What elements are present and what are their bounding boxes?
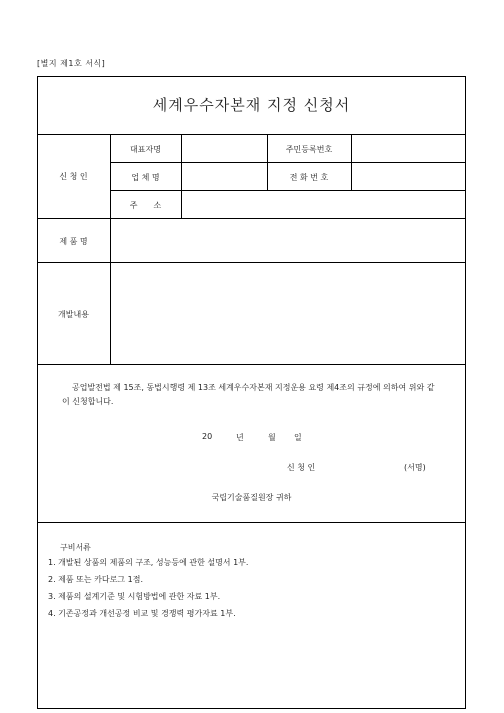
divider [181,134,182,218]
divider [37,522,466,523]
product-label: 제 품 명 [59,237,88,246]
list-item: 2. 제품 또는 카다로그 1점. [48,575,143,584]
divider [37,218,466,219]
divider [351,134,352,190]
divider [110,134,111,364]
divider [110,162,466,163]
divider [37,262,466,263]
signature-label: 신 청 인 [287,463,316,472]
divider [37,364,466,365]
applicant-section-label: 신 청 인 [59,172,88,181]
development-label: 개발내용 [58,310,89,319]
company-label: 업 체 명 [131,173,160,182]
resident-number-label: 주민등록번호 [285,145,333,154]
attachments-list [48,554,458,622]
date-year-unit: 년 [236,433,244,442]
addressee: 국립기술품질원장 귀하 [211,493,292,502]
list-item: 1. 개발된 상품의 제품의 구조, 성능등에 관한 설명서 1부. [48,558,249,567]
signature-seal: (서명) [404,463,426,472]
application-statement: 공업발전법 제 15조, 동법시행령 제 13조 세계우수자본재 지정운용 요령 제4조의 규정에 의하여 위와 같이 신청합니다. [62,383,435,406]
attachments-heading: 구비서류 [60,543,91,552]
representative-label: 대표자명 [130,145,161,154]
date-year: 20 [202,432,213,441]
form-number: [별지 제1호 서식] [37,59,106,68]
address-label: 주 소 [129,201,162,210]
list-item: 4. 기존공정과 개선공정 비교 및 경쟁력 평가자료 1부. [48,609,236,618]
phone-label: 전 화 번 호 [289,173,329,182]
list-item: 3. 제품의 설계기준 및 시험방법에 관한 자료 1부. [48,592,221,601]
development-field[interactable] [116,270,462,358]
divider [37,134,466,135]
divider [110,190,466,191]
date-month-unit: 월 [268,433,276,442]
form-title: 세계우수자본재 지정 신청서 [152,96,351,114]
date-day-unit: 일 [294,433,302,442]
